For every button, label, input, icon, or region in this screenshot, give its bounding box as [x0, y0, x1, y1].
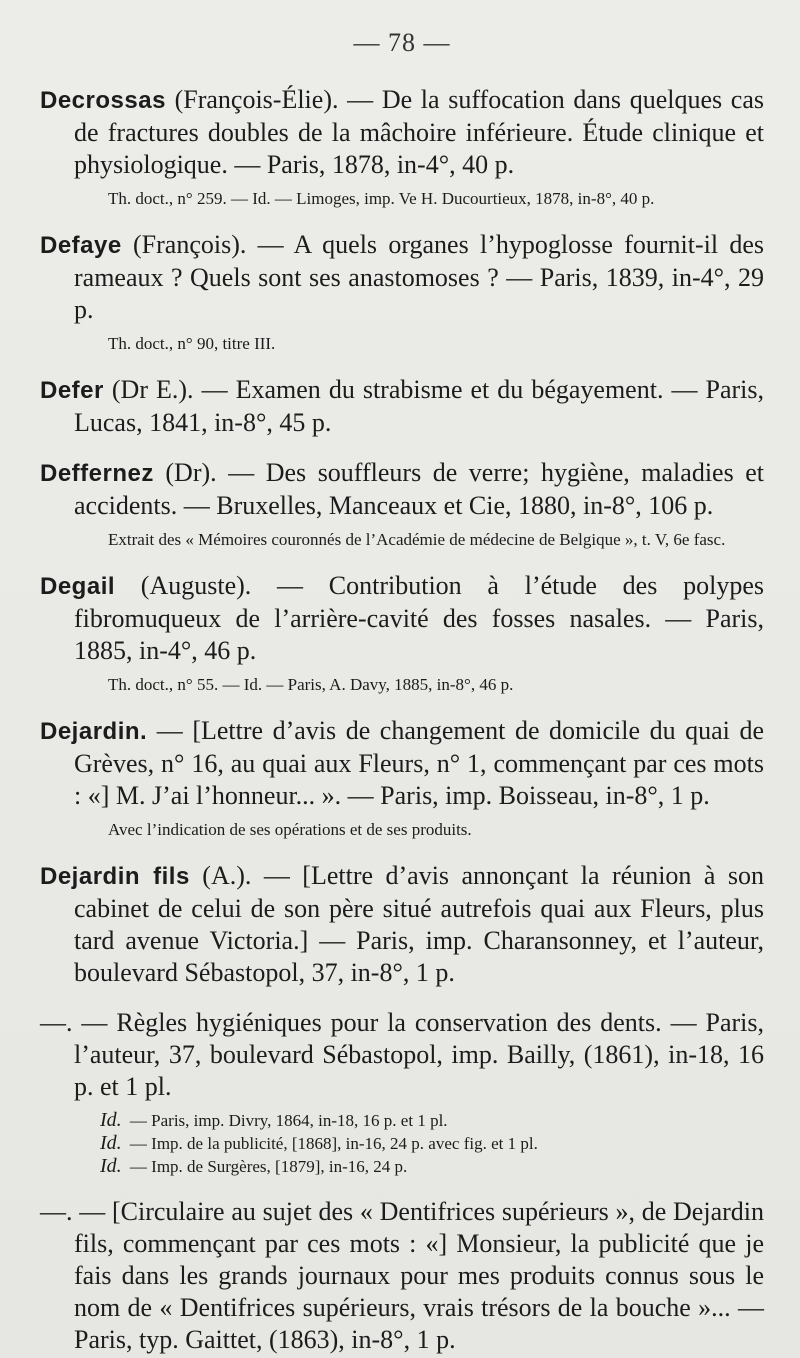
- edition-note: [40, 1109, 764, 1132]
- entry-author: Decrossas: [40, 87, 166, 114]
- entry-author: Deffernez: [40, 460, 154, 487]
- entry-author: Dejardin.: [40, 718, 148, 745]
- entry-text: [40, 84, 764, 181]
- entry-author-detail: (François).: [121, 230, 247, 259]
- entry-decrossas: [40, 84, 764, 211]
- entry-text: [40, 570, 764, 667]
- edition-id: Id.: [100, 1109, 122, 1131]
- entry-note: Avec l’indication de ses opérations et de ses produits.: [108, 820, 472, 839]
- entry-author: Defer: [40, 377, 104, 404]
- entry-description: — Contribution à l’étude des polypes fibromuqueux de l’arrière-cavité des fosses nasales. — Paris, 1885, in-4°, 46 p.: [74, 571, 764, 665]
- entry-dejardin-fils: [40, 860, 764, 989]
- entry-defer: [40, 374, 764, 439]
- edition-id: Id.: [100, 1155, 122, 1177]
- entry-degail: [40, 570, 764, 697]
- edition-text: — Imp. de la publicité, [1868], in-16, 24 p. avec fig. et 1 pl.: [129, 1134, 538, 1153]
- entry-author: Dejardin fils: [40, 863, 190, 890]
- entry-description: — De la suffocation dans quelques cas de fractures doubles de la mâchoire inférieure. Étude clinique et physiologique. — Paris, 1878, in-4°, 40 p.: [74, 85, 764, 179]
- entry-text: —. — Règles hygiéniques pour la conservation des dents. — Paris, l’auteur, 37, boulevard Sébastopol, imp. Bailly, (1861), in-18, 16 p. et 1 pl.: [40, 1008, 764, 1101]
- entry-note: Th. doct., n° 55. — Id. — Paris, A. Davy, 1885, in-8°, 46 p.: [108, 675, 514, 694]
- entry-author: Defaye: [40, 232, 122, 259]
- entry-description: — Examen du strabisme et du bégayement. — Paris, Lucas, 1841, in-8°, 45 p.: [74, 375, 764, 437]
- entry-description: — Des souffleurs de verre; hygiène, maladies et accidents. — Bruxelles, Manceaux et Cie, 1880, in-8°, 106 p.: [74, 458, 764, 520]
- entry-description: — A quels organes l’hypoglosse fournit-il des rameaux ? Quels sont ses anastomoses ? — Paris, 1839, in-4°, 29 p.: [74, 230, 764, 324]
- entry-text: [40, 860, 764, 989]
- entry-text: [40, 374, 764, 439]
- entry-text: [40, 715, 764, 812]
- edition-note: [40, 1155, 764, 1178]
- edition-id: Id.: [100, 1132, 122, 1154]
- entry-note: Th. doct., n° 90, titre III.: [108, 334, 276, 353]
- entry-dejardin: [40, 715, 764, 842]
- entry-regles-hygieniques: [40, 1007, 764, 1178]
- edition-list: [40, 1109, 764, 1178]
- entry-text: [40, 229, 764, 326]
- entry-text: [40, 457, 764, 522]
- entry-author: Degail: [40, 573, 116, 600]
- entry-note: Extrait des « Mémoires couronnés de l’Académie de médecine de Belgique », t. V, 6e fasc.: [108, 530, 726, 549]
- page-number: — 78 —: [353, 28, 451, 57]
- edition-note: [40, 1132, 764, 1155]
- entry-note: Th. doct., n° 259. — Id. — Limoges, imp. Ve H. Ducourtieux, 1878, in-8°, 40 p.: [108, 189, 655, 208]
- entry-deffernez: [40, 457, 764, 552]
- entry-author-detail: (A.).: [189, 861, 252, 890]
- entry-defaye: [40, 229, 764, 356]
- entry-text: —. — [Circulaire au sujet des « Dentifrices supérieurs », de Dejardin fils, commençant par ces mots : «] Monsieur, la publicité que je fais dans les grands journaux pour mes produits connus sous le nom de « Dentifrices supérieurs, vrais trésors de la bouche »... — Paris, typ. Gaittet, (1863), in-8°, 1 p.: [40, 1197, 764, 1354]
- entry-author-detail: (Dr E.).: [103, 375, 194, 404]
- entry-description: — [Lettre d’avis de changement de domicile du quai de Grèves, n° 16, au quai aux Fleurs, n° 1, commençant par ces mots : «] M. J’ai l’honneur... ». — Paris, imp. Boisseau, in-8°, 1 p.: [74, 716, 764, 810]
- edition-text: — Paris, imp. Divry, 1864, in-18, 16 p. et 1 pl.: [129, 1111, 448, 1130]
- entry-author-detail: (Auguste).: [115, 571, 252, 600]
- entry-author-detail: (Dr).: [153, 458, 217, 487]
- edition-text: — Imp. de Surgères, [1879], in-16, 24 p.: [129, 1157, 408, 1176]
- entry-description: — [Lettre d’avis annonçant la réunion à son cabinet de celui de son père situé autrefois quai aux Fleurs, plus tard avenue Victoria.] — Paris, imp. Charansonney, et l’auteur, boulevard Sébastopol, 37, in-8°, 1 p.: [74, 861, 765, 987]
- entry-author-detail: (François-Élie).: [165, 85, 339, 114]
- entry-circulaire: [40, 1196, 764, 1356]
